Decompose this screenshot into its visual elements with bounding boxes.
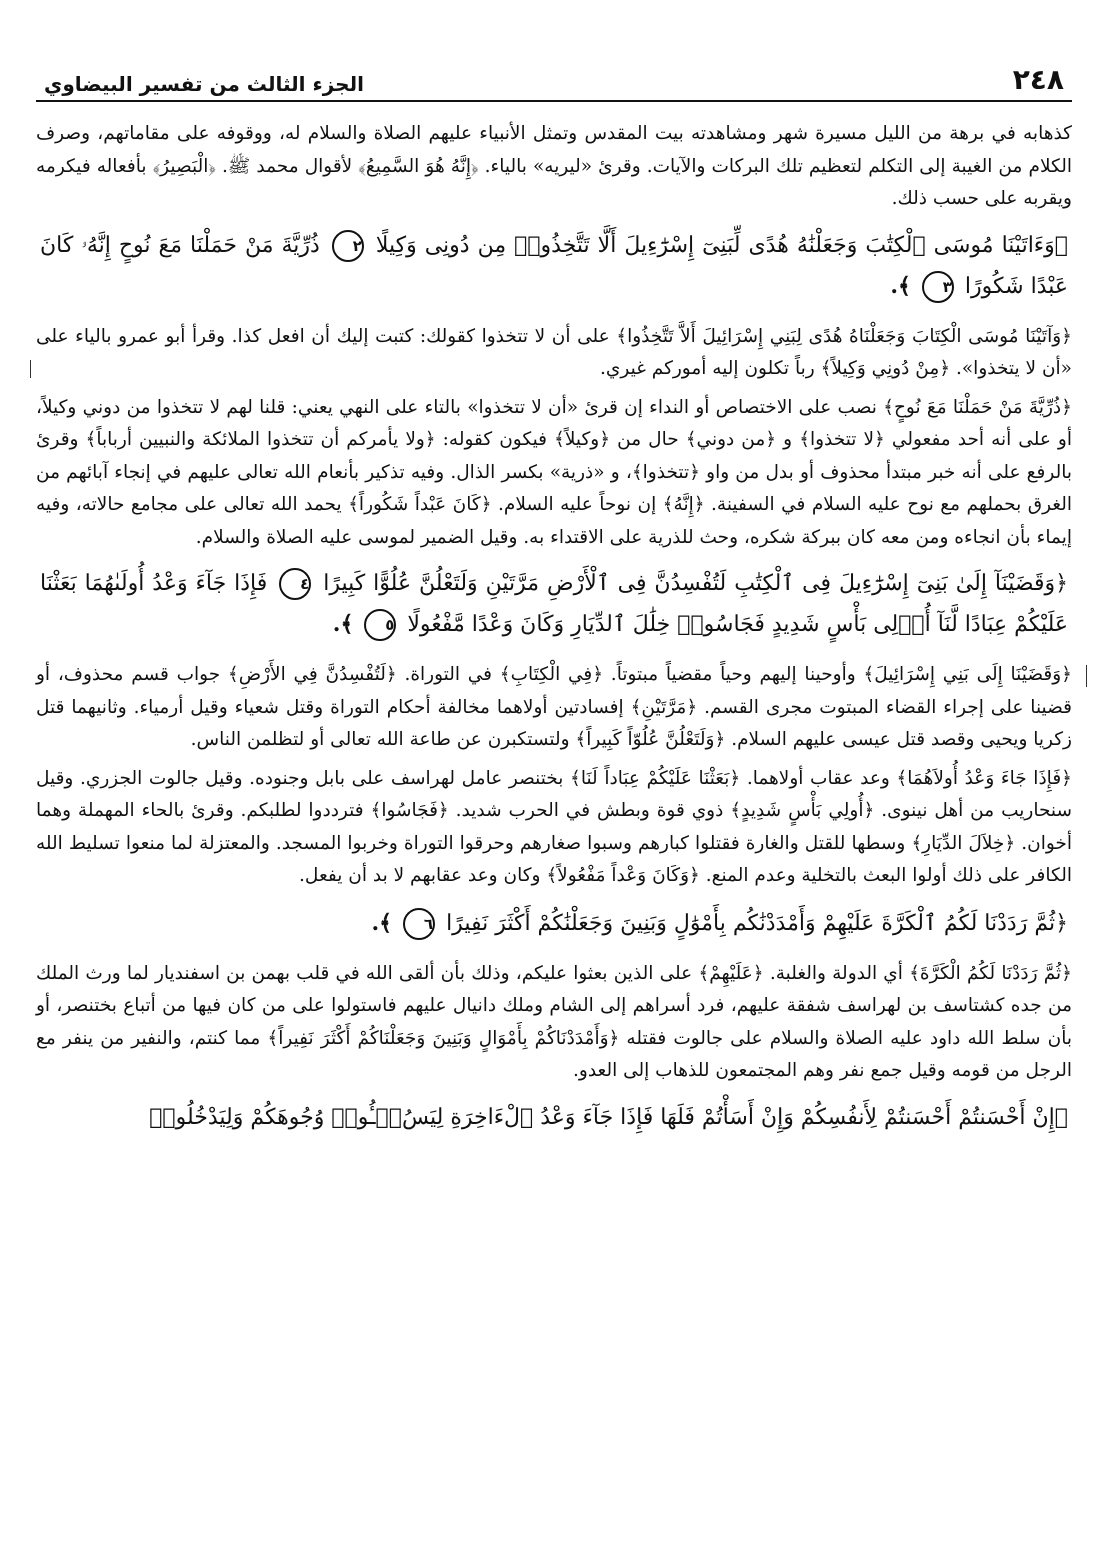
verse-text: ﴿وَءَاتَيْنَا مُوسَى ٱلْكِتَٰبَ وَجَعَلْنَٰهُ هُدًى لِّبَنِىٓ إِسْرَٰٓءِيلَ أَلَّا تَتَّخِذُوا۟ مِن دُونِى وَكِيلًا (375, 232, 1068, 258)
verse-end-bracket: ﴾. (371, 909, 393, 936)
page-header (36, 52, 1072, 102)
quran-verse-block (36, 1098, 1072, 1138)
quran-verse-block (36, 903, 1072, 944)
quran-verse-block (36, 226, 1072, 307)
running-title: الجزء الثالث من تفسير البيضاوي (44, 72, 364, 96)
quran-verse-block (36, 564, 1072, 645)
margin-mark-mid (1086, 665, 1087, 687)
commentary-paragraph: ﴿فَإِذَا جَاءَ وَعْدُ أُولاَهُمَا﴾ وعد عقاب أولاهما. ﴿بَعَثْنَا عَلَيْكُمْ عِبَاداً لَنَا﴾ بختنصر عامل لهراسف على بابل وجنوده. وقيل جالوت الجزري. وقيل سنحاريب من أهل نينوى. ﴿أُولِي بَأْسٍ شَدِيدٍ﴾ ذوي قوة وبطش في الحرب شديد. ﴿فَجَاسُوا﴾ فترددوا لطلبكم. وقرئ بالحاء المهملة وهما أخوان. ﴿خِلاَلَ الدِّيَارِ﴾ وسطها للقتل والغارة فقتلوا كبارهم وسبوا صغارهم وحرقوا التوراة وخربوا المسجد. والمعتزلة لما منعوا تسليط الله الكافر على ذلك أولوا البعث بالتخلية وعدم المنع. ﴿وَكَانَ وَعْداً مَفْعُولاً﴾ وكان وعد عقابهم لا بد أن يفعل. (36, 767, 1072, 886)
verse-number-marker: ٦ (403, 908, 435, 940)
verse-text: فَإِذَا جَآءَ وَعْدُ أُولَىٰهُمَا بَعَثْنَا عَلَيْكُمْ عِبَادًا لَّنَآ أُو۟لِى بَأْسٍ شَدِيدٍ فَجَاسُوا۟ خِلَٰلَ ٱلدِّيَارِ وَكَانَ وَعْدًا مَّفْعُولًا (40, 571, 1068, 637)
verse-text: ﴿إِنْ أَحْسَنتُمْ أَحْسَنتُمْ لِأَنفُسِكُمْ وَإِنْ أَسَأْتُمْ فَلَهَا فَإِذَا جَآءَ وَعْدُ ٱلْءَاخِرَةِ لِيَسُۥٓـُٔوا۟ وُجُوهَكُمْ وَلِيَدْخُلُوا۟ (149, 1104, 1068, 1130)
verse-end-bracket: ﴾. (332, 611, 354, 637)
commentary-paragraph: ﴿ذُرِّيَّةَ مَنْ حَمَلْنَا مَعَ نُوحٍ﴾ نصب على الاختصاص أو النداء إن قرئ «أن لا تتخذوا» بالتاء على النهي يعني: قلنا لهم لا تتخذوا من دوني وكيلاً، أو على أنه أحد مفعولي ﴿لا تتخذوا﴾ و ﴿من دوني﴾ حال من ﴿وكيلاً﴾ فيكون كقوله: ﴿ولا يأمركم أن تتخذوا الملائكة والنبيين أرباباً﴾ وقرئ بالرفع على أنه خبر مبتدأ محذوف أو بدل من واو ﴿تتخذوا﴾، و «ذرية» بكسر الذال. وفيه تذكير بأنعام الله تعالى عليهم في إنجاء آبائهم من الغرق بحملهم مع نوح عليه السلام في السفينة. ﴿إِنَّهُ﴾ إن نوحاً عليه السلام. ﴿كَانَ عَبْداً شَكُوراً﴾ يحمد الله تعالى على مجامع حالاته، وفيه إيماء بأن انجاءه ومن معه كان ببركة شكره، وحث للذرية على الاقتداء به. وقيل الضمير لموسى عليه الصلاة والسلام. (36, 396, 1072, 548)
verse-text: ﴿وَقَضَيْنَآ إِلَىٰ بَنِىٓ إِسْرَٰٓءِيلَ فِى ٱلْكِتَٰبِ لَتُفْسِدُنَّ فِى ٱلْأَرْضِ مَرَّتَيْنِ وَلَتَعْلُنَّ عُلُوًّا كَبِيرًا (323, 571, 1068, 596)
commentary-paragraph: ﴿ثُمَّ رَدَدْنَا لَكُمُ الْكَرَّةَ﴾ أي الدولة والغلبة. ﴿عَلَيْهِمْ﴾ على الذين بعثوا عليكم، وذلك بأن ألقى الله في قلب بهمن بن اسفنديار لما ورث الملك من جده كشتاسف بن لهراسف شفقة عليهم، فرد أسراهم إلى الشام وملك دانيال عليهم فاستولوا على من كان فيها من أتباع بختنصر، أو بأن سلط الله داود عليه الصلاة والسلام على جالوت فقتله ﴿وَأَمْدَدْنَاكُمْ بِأَمْوَالٍ وَبَنِينَ وَجَعَلْنَاكُمْ أَكْثَرَ نَفِيراً﴾ مما كنتم، والنفير من ينفر مع الرجل من قومه وقيل جمع نفر وهم المجتمعون للذهاب إلى العدو. (36, 962, 1072, 1081)
margin-mark-top (30, 360, 31, 378)
page-number: ٢٤٨ (1012, 63, 1064, 96)
book-page (36, 52, 1072, 1152)
verse-number-marker: ٢ (332, 230, 364, 262)
verse-end-bracket: ﴾. (890, 272, 911, 299)
verse-text: ﴿ثُمَّ رَدَدْنَا لَكُمُ ٱلْكَرَّةَ عَلَيْهِمْ وَأَمْدَدْنَٰكُم بِأَمْوَٰلٍ وَبَنِينَ وَجَعَلْنَٰكُمْ أَكْثَرَ نَفِيرًا (446, 910, 1068, 936)
verse-number-marker: ٣ (922, 271, 954, 303)
verse-number-marker: ٤ (279, 568, 311, 600)
commentary-paragraph: كذهابه في برهة من الليل مسيرة شهر ومشاهدته بيت المقدس وتمثل الأنبياء عليهم الصلاة والسلام له، ووقوفه على مقاماتهم، وصرف الكلام من الغيبة إلى التكلم لتعظيم تلك البركات والآيات. وقرئ «ليريه» بالياء. ﴿إِنَّهُ هُوَ السَّمِيعُ﴾ لأقوال محمد ﷺ. ﴿الْبَصِيرُ﴾ بأفعاله فيكرمه ويقربه على حسب ذلك. (36, 123, 1072, 209)
verse-text: ذُرِّيَّةَ مَنْ حَمَلْنَا مَعَ نُوحٍ إِنَّهُۥ كَانَ عَبْدًا شَكُورًا (40, 232, 1068, 299)
commentary-paragraph: ﴿وَقَضَيْنَا إِلَى بَنِي إِسْرَائِيلَ﴾ وأوحينا إليهم وحياً مقضياً مبتوتاً. ﴿فِي الْكِتَابِ﴾ في التوراة. ﴿لَتُفْسِدُنَّ فِي الأَرْضِ﴾ جواب قسم محذوف، أو قضينا على إجراء القضاء المبتوت مجرى القسم. ﴿مَرَّتَيْنِ﴾ إفسادتين أولاهما مخالفة أحكام التوراة وقتل شعياء وقيل أرمياء. وثانيهما قتل زكريا ويحيى وقصد قتل عيسى عليهم السلام. ﴿وَلَتَعْلُنَّ عُلُوّاً كَبِيراً﴾ ولتستكبرن عن طاعة الله تعالى أو لتظلمن الناس. (36, 664, 1072, 750)
page-content (36, 102, 1072, 1138)
verse-number-marker: ٥ (364, 609, 396, 641)
commentary-paragraph: ﴿وَآتَيْنَا مُوسَى الْكِتَابَ وَجَعَلْنَاهُ هُدًى لِبَنِي إِسْرَائِيلَ أَلاَّ تَتَّخِذُوا﴾ على أن لا تتخذوا كقولك: كتبت إليك أن افعل كذا. وقرأ أبو عمرو بالياء على «أن لا يتخذوا». ﴿مِنْ دُونِي وَكِيلاً﴾ رباً تكلون إليه أموركم غيري. (36, 325, 1072, 379)
